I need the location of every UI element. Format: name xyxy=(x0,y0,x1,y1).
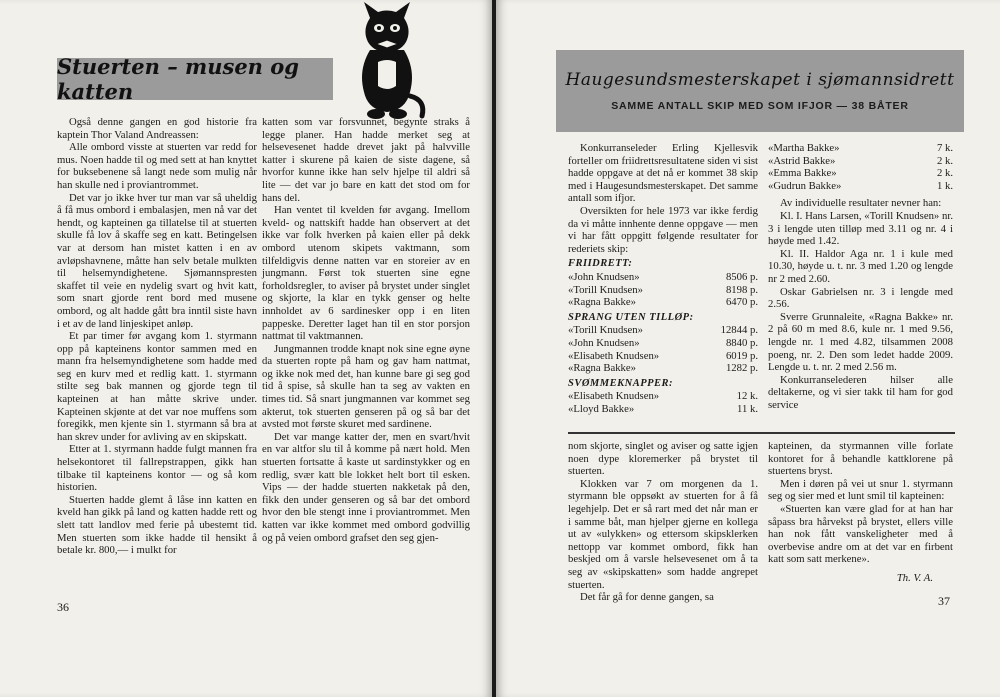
paragraph: Et par timer før avgang kom 1. styrmann opp på kapteinens kontor sammen med en mann fra helsemyndighetene som hadde med seg en kurv med et redlig katt. 1. styrmann stilte seg bak mannen og gjorde tegn til kapteinen at han måtte skrive under. Kapteinen skjønte at det var noe muffens som foregikk, men kjente sin 1. styrmann så bra at han skrev under for avliving av en skipskatt. xyxy=(57,330,257,443)
page-number: 37 xyxy=(938,594,950,608)
paragraph: Oversikten for hele 1973 var ikke ferdig da vi måtte innhente denne oppgave — men vi har fått oppgitt følgende resultater for rederiets skip: xyxy=(568,204,758,255)
result-row: «Ragna Bakke» 6470 p. xyxy=(568,296,758,309)
cat-illustration xyxy=(340,0,435,125)
results-heading: SVØMMEKNAPPER: xyxy=(568,377,674,389)
section-divider xyxy=(568,432,955,434)
results-heading: FRIIDRETT: xyxy=(568,258,633,270)
paragraph: Konkurranseleder Erling Kjellesvik forteller om friidrettsresultatene siden vi sist hadde oppgave at det nå er kommet 38 skip med i Haugesundsmesterskapet. Det samme antall som ifjor. xyxy=(568,142,758,205)
result-row: «Gudrun Bakke» 1 k. xyxy=(768,179,953,192)
left-title: Stuerten – musen og katten xyxy=(57,54,299,104)
right-column-4 xyxy=(768,440,953,585)
paragraph: Sverre Grunnaleite, «Ragna Bakke» nr. 2 på 60 m med 8.6, kule nr. 1 med 9.56, lengde nr. 1 med 4.82, tilsammen 2008 poeng, nr. 2. Den som ledet hadde 2009. Lengde u. t. nr. 2 med 2.56 m. xyxy=(768,310,953,374)
right-column-2 xyxy=(768,142,953,411)
paragraph: Av individuelle resultater nevner han: xyxy=(780,197,942,210)
right-title: Haugesundsmesterskapet i sjømannsidrett xyxy=(565,70,955,90)
paragraph: Han ventet til kvelden før avgang. Imellom kveld- og nattskift hadde han observert at det ikke var folk hverken på kaien eller på dekk ombord utenom skipets vaktmann, som tilfeldigvis denne natten var en storeier av en jungmann. Først tok stuerten sine egne forholdsregler, to aviser på brystet under singlet og skjorte, la klar en tykk genser og helte innholdet av 6 sardinesker opp i en liten pappeske. Deretter laget han til en stor porsjon nattmat til vaktmannen. xyxy=(262,204,470,343)
paragraph: Det var mange katter der, men en svart/hvit en var altfor slu til å komme på nært hold. Men stuerten fortsatte å kaste ut sardinstykker og en redlig, svær katt ble lokket helt bort til esken. Vips — der hadde stuerten nakketak på den, fikk den under genseren og så bar det ombord hvor den ble stengt inne i proviantrommet. Men katten var ikke kommet med ombord godvillig og på veien ombord grafset den seg gjen- xyxy=(262,430,470,544)
paragraph: Det får gå for denne gangen, sa xyxy=(580,591,714,604)
paragraph: Oskar Gabrielsen nr. 3 i lengde med 2.56. xyxy=(768,285,953,311)
results-heading: SPRANG UTEN TILLØP: xyxy=(568,311,694,323)
result-row: «Martha Bakke» 7 k. xyxy=(768,142,953,154)
paragraph: nom skjorte, singlet og aviser og satte igjen noen dype kloremerker på brystet til stuerten. xyxy=(568,440,758,478)
right-title-banner xyxy=(556,50,964,132)
result-row: «Torill Knudsen» 12844 p. xyxy=(568,324,758,337)
result-row: «Lloyd Bakke» 11 k. xyxy=(568,402,758,415)
result-row: «Astrid Bakke» 2 k. xyxy=(768,154,953,167)
result-row: «Elisabeth Knudsen» 6019 p. xyxy=(568,349,758,362)
paragraph: Men i døren på vei ut snur 1. styrmann seg og sier med et lunt smil til kapteinen: xyxy=(768,477,953,503)
left-page xyxy=(0,0,492,697)
paragraph: katten som var forsvunnet, begynte straks å legge planer. Han hadde merket seg at helsevesenet hadde drevet jakt på halvville katter i skurene på kaien de siste dagene, så hvorfor kunne ikke han selv hjelpe til aldri så lite — det var jo bare en katt det stod om for hans del. xyxy=(262,116,470,204)
right-column-1 xyxy=(568,142,758,415)
paragraph: Klokken var 7 om morgenen da 1. styrmann ble oppsøkt av stuerten for å få legehjelp. Det er så rart med det når man er i samme båt, man hjelper gjerne en kollega ut av «ulykken» og ettersom skipsklerken nettopp var kommet ombord, fikk han beskjed om å varsle helsevesenet om å ta seg av «skipskatten» som hadde angrepet stuerten. xyxy=(568,477,758,591)
right-page xyxy=(496,0,1000,697)
paragraph: Kl. II. Haldor Aga nr. 1 i kule med 10.30, høyde u. t. nr. 3 med 1.20 og lengde nr 2 med 2.60. xyxy=(768,247,953,285)
left-column-2 xyxy=(262,116,470,544)
signature: Th. V. A. xyxy=(896,571,933,584)
paragraph: Jungmannen trodde knapt nok sine egne øyne da stuerten ropte på ham og gav ham nattmat, og ikke nok med det, han kunne bare gi seg god tid å spise, så skulle han ta seg av vakten en times tid. Så snart jungmannen var kommet seg akterut, tok stuerten genseren på og så bar det avsted mot første skuret med sardinene. xyxy=(262,342,470,431)
paragraph: Alle ombord visste at stuerten var redd for mus. Noen hadde til og med sett at han knyttet for buksebenene så langt nede som mulig når han skulle ned i proviantrommet. xyxy=(57,141,257,191)
left-title-banner xyxy=(57,54,333,104)
paragraph: Stuerten hadde glemt å låse inn katten en kveld han gikk på land og katten hadde rett og slett tatt landlov med ferie på ubestemt tid. Men stuerten som ikke hadde til hensikt å betale kr. 800,— i mulkt for xyxy=(57,493,257,557)
paragraph: Konkurranselederen hilser alle deltakerne, og vi sier takk til ham for god service xyxy=(768,373,953,411)
right-subtitle: SAMME ANTALL SKIP MED SOM IFJOR — 38 BÅTER xyxy=(611,100,909,112)
page-number: 36 xyxy=(57,600,69,614)
paragraph: Etter at 1. styrmann hadde fulgt mannen fra helsekontoret til fallrepstrappen, gikk han tilbake til kapteinens kontor — og så kom historien. xyxy=(57,443,257,494)
result-row: «John Knudsen» 8506 p. xyxy=(568,270,758,283)
left-column-1 xyxy=(57,116,257,557)
paragraph: Også denne gangen en god historie fra kaptein Thor Valand Andreassen: xyxy=(57,116,257,141)
paragraph: Det var jo ikke hver tur man var så uheldig å få mus ombord i embalasjen, men nå var det hendt, og kapteinen ga tillatelse til at stuerten skulle få lov å skaffe seg en katt. Betingelsen var at dersom han mistet katten i en av avløpshavnene, måtte han selv betale mulkten til helsemyndighetene. Sjømannspresten skaffet til veie en nydelig svart og hvit katt, som snart gjorde rent bord med musene ombord, og alt hadde gått bra inntil siste havn i et av de land linjeskipet anløp. xyxy=(57,191,257,330)
right-column-3 xyxy=(568,440,758,604)
result-row: «John Knudsen» 8840 p. xyxy=(568,336,758,349)
paragraph: Kl. I. Hans Larsen, «Torill Knudsen» nr. 3 i lengde uten tilløp med 3.11 og nr. 4 i høyde med 1.42. xyxy=(768,209,953,248)
result-row: «Emma Bakke» 2 k. xyxy=(768,167,953,180)
result-row: «Elisabeth Knudsen» 12 k. xyxy=(568,390,758,403)
result-row: «Ragna Bakke» 1282 p. xyxy=(568,362,758,375)
paragraph: «Stuerten kan være glad for at han har såpass bra hårvekst på brystet, ellers ville han nok fått vanskeligheter med å overbevise andre om at det var en firbent katt som satt merkene». xyxy=(768,502,953,566)
result-row: «Torill Knudsen» 8198 p. xyxy=(568,283,758,296)
paragraph: kapteinen, da styrmannen ville forlate kontoret for å behandle kattklorene på stuertens bryst. xyxy=(768,440,953,478)
